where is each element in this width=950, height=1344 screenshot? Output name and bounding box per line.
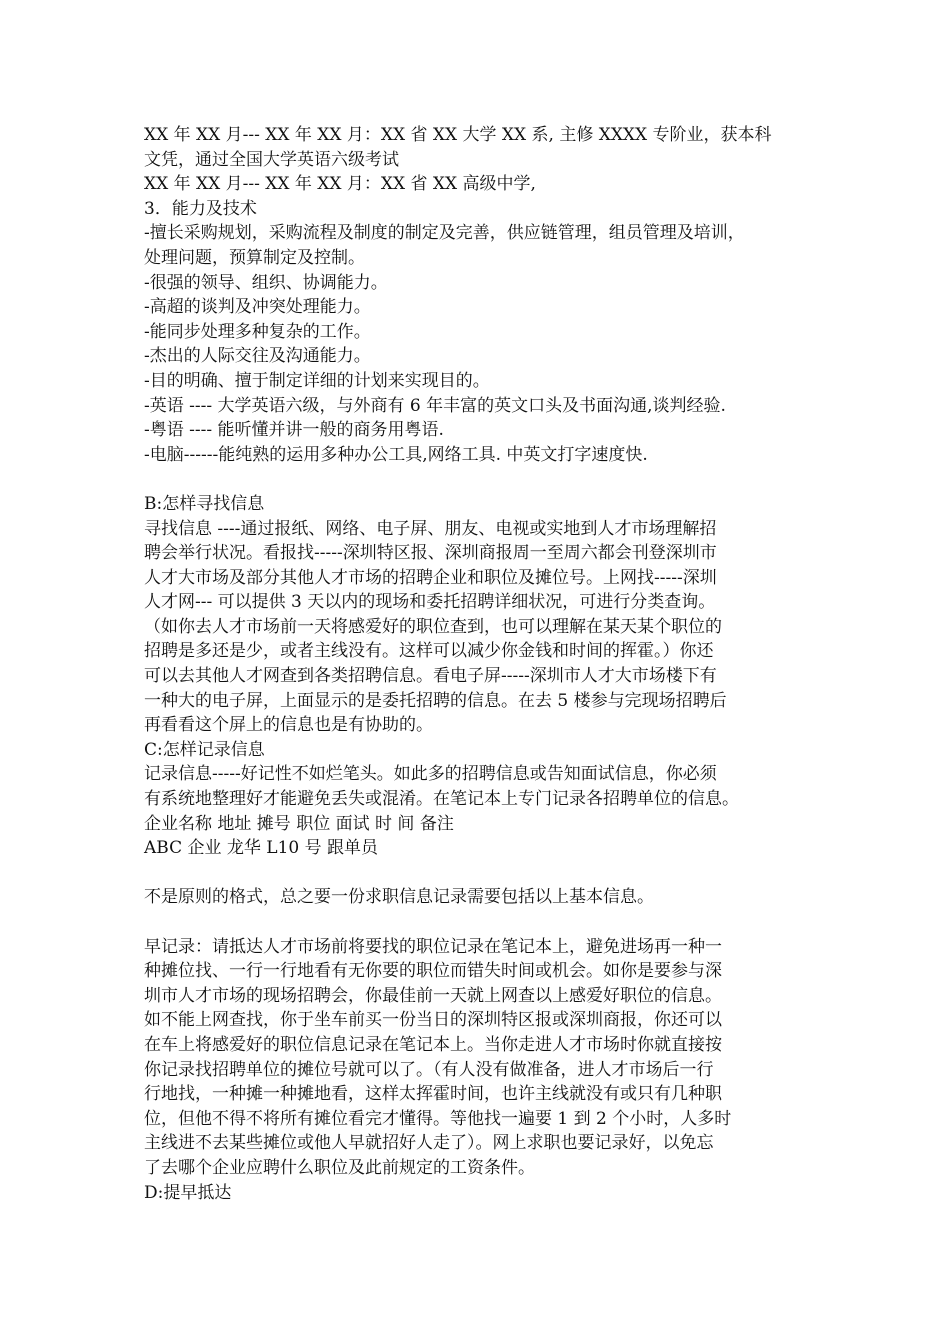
document-body xyxy=(144,123,816,1205)
spacer xyxy=(144,467,816,492)
early-record-line: 圳市人才市场的现场招聘会，你最佳前一天就上网查以上感爱好职位的信息。 xyxy=(144,985,722,1006)
skills-heading: 3．能力及技术 xyxy=(144,198,257,219)
section-b-line: 招聘是多还是少，或者主线没有。这样可以减少你金钱和时间的挥霍。）你还 xyxy=(144,641,714,662)
skills-line: -擅长采购规划，采购流程及制度的制定及完善，供应链管理，组员管理及培训， xyxy=(144,223,745,244)
skills-line: -很强的领导、组织、协调能力。 xyxy=(144,272,388,293)
early-record-line: 种摊位找、一行一行地看有无你要的职位而错失时间或机会。如你是要参与深 xyxy=(144,961,722,982)
section-b-line: 再看看这个屏上的信息也是有协助的。 xyxy=(144,715,433,736)
early-record-line: 在车上将感爱好的职位信息记录在笔记本上。当你走进人才市场时你就直接按 xyxy=(144,1034,722,1055)
record-table-example: ABC 企业 龙华 L10 号 跟单员 xyxy=(144,838,379,859)
early-record-line: 如不能上网查找，你于坐车前买一份当日的深圳特区报或深圳商报，你还可以 xyxy=(144,1010,722,1031)
early-record-line: 了去哪个企业应聘什么职位及此前规定的工资条件。 xyxy=(144,1157,535,1178)
early-record-line: 你记录找招聘单位的摊位号就可以了。（有人没有做准备，进人才市场后一行 xyxy=(144,1059,714,1080)
skills-line: 处理问题，预算制定及控制。 xyxy=(144,247,365,268)
skills-line: -英语 ---- 大学英语六级，与外商有 6 年丰富的英文口头及书面沟通,谈判经验. xyxy=(144,395,726,416)
spacer xyxy=(144,861,816,886)
education-line-1: XX 年 XX 月--- XX 年 XX 月：XX 省 XX 大学 XX 系, 主修 XXXX 专阶业，获本科 xyxy=(144,125,772,145)
early-record-line: 主线进不去某些摊位或他人早就招好人走了）。网上求职也要记录好，以免忘 xyxy=(144,1133,714,1154)
section-b-line: 人才网--- 可以提供 3 天以内的现场和委托招聘详细状况，可进行分类查询。 xyxy=(144,592,716,613)
section-b-heading: B:怎样寻找信息 xyxy=(144,493,265,514)
record-table-header: 企业名称 地址 摊号 职位 面试 时 间 备注 xyxy=(144,813,454,834)
section-d-heading: D:提早抵达 xyxy=(144,1182,232,1203)
section-c-line: 有系统地整理好才能避免丢失或混淆。在笔记本上专门记录各招聘单位的信息。 xyxy=(144,789,739,810)
section-b-line: 寻找信息 ----通过报纸、网络、电子屏、朋友、电视或实地到人才市场理解招 xyxy=(144,518,717,539)
section-b-line: 一种大的电子屏，上面显示的是委托招聘的信息。在去 5 楼参与完现场招聘后 xyxy=(144,690,727,711)
early-record-line: 位，但他不得不将所有摊位看完才懂得。等他找一遍要 1 到 2 个小时，人多时 xyxy=(144,1108,732,1129)
education-line-3: XX 年 XX 月--- XX 年 XX 月：XX 省 XX 高级中学, xyxy=(144,174,536,195)
section-b-line: 人才大市场及部分其他人才市场的招聘企业和职位及摊位号。上网找-----深圳 xyxy=(144,567,717,588)
early-record-line: 行地找，一种摊一种摊地看，这样太挥霍时间，也许主线就没有或只有几种职 xyxy=(144,1084,722,1105)
section-b-line: （如你去人才市场前一天将感爱好的职位查到，也可以理解在某天某个职位的 xyxy=(144,616,722,637)
skills-line: -粤语 ---- 能听懂并讲一般的商务用粤语. xyxy=(144,420,444,441)
section-c-line: 记录信息-----好记性不如烂笔头。如此多的招聘信息或告知面试信息，你必须 xyxy=(144,764,717,785)
skills-line: -能同步处理多种复杂的工作。 xyxy=(144,321,371,342)
section-b-line: 可以去其他人才网查到各类招聘信息。看电子屏-----深圳市人才大市场楼下有 xyxy=(144,666,717,687)
skills-line: -杰出的人际交往及沟通能力。 xyxy=(144,346,371,367)
skills-line: -高超的谈判及冲突处理能力。 xyxy=(144,297,371,318)
skills-line: -电脑------能纯熟的运用多种办公工具,网络工具. 中英文打字速度快. xyxy=(144,444,648,465)
skills-line: -目的明确、擅于制定详细的计划来实现目的。 xyxy=(144,370,490,391)
education-line-2: 文凭，通过全国大学英语六级考试 xyxy=(144,149,399,170)
section-b-line: 聘会举行状况。看报找-----深圳特区报、深圳商报周一至周六都会刊登深圳市 xyxy=(144,543,717,564)
section-c-heading: C:怎样记录信息 xyxy=(144,739,265,760)
section-c-note: 不是原则的格式，总之要一份求职信息记录需要包括以上基本信息。 xyxy=(144,887,654,908)
early-record-line: 早记录：请抵达人才市场前将要找的职位记录在笔记本上，避免进场再一种一 xyxy=(144,936,722,957)
spacer xyxy=(144,910,816,935)
